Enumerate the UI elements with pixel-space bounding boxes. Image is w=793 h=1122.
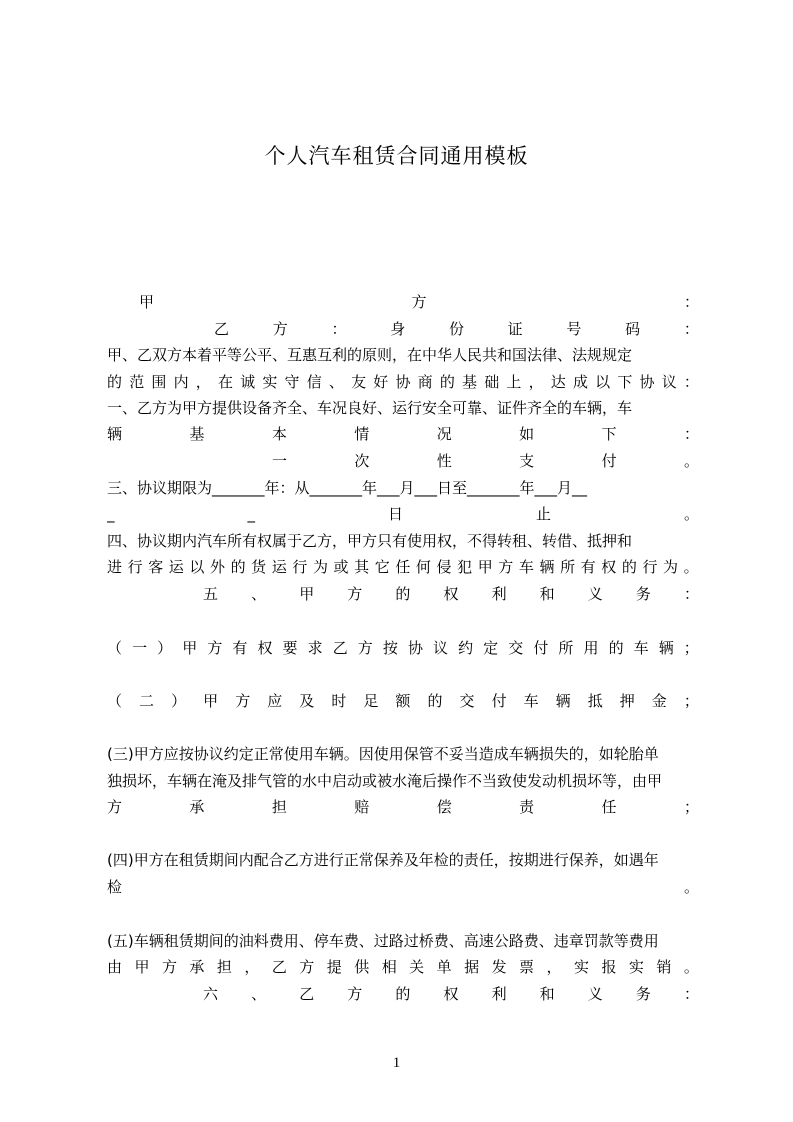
text-segment: 码 <box>625 320 641 338</box>
text-segment: 应 <box>267 692 283 710</box>
text-segment: 议 <box>661 373 677 391</box>
text-line: (四)甲方在租赁期间内配合乙方进行正常保养及年检的责任，按期进行保养，如遇年 <box>107 851 659 869</box>
text-segment: 止 <box>535 505 551 523</box>
text-segment: 的 <box>439 373 455 391</box>
text-segment: 任 <box>395 558 411 576</box>
text-segment: 二 <box>139 692 155 710</box>
text-segment: 权 <box>443 985 459 1003</box>
text-segment: 外 <box>209 558 225 576</box>
text-segment: 其 <box>354 558 370 576</box>
text-segment: 甲 <box>477 558 493 576</box>
text-segment: ） <box>157 639 173 657</box>
text-segment: 时 <box>331 692 347 710</box>
text-segment: 本 <box>271 425 287 443</box>
text-segment: 供 <box>354 958 370 976</box>
text-segment: 责 <box>519 798 535 816</box>
text-segment: 乙 <box>271 958 287 976</box>
text-line <box>107 981 699 1007</box>
text-segment: 付 <box>491 692 507 710</box>
text-segment: 务 <box>635 585 651 603</box>
text-segment: 辆 <box>658 639 674 657</box>
text-segment: ， <box>195 373 211 391</box>
text-segment: 销 <box>656 958 672 976</box>
text-segment: ： <box>683 320 699 338</box>
text-line: 一、乙方为甲方提供设备齐全、车况良好、运行安全可靠、证件齐全的车辆，车 <box>107 399 633 417</box>
text-segment: 围 <box>151 373 167 391</box>
text-segment: 相 <box>381 958 397 976</box>
text-segment: 达 <box>550 373 566 391</box>
text-segment: 在 <box>217 373 233 391</box>
text-segment: 辆 <box>555 692 571 710</box>
text-segment: 甲 <box>134 958 150 976</box>
text-segment: 商 <box>417 373 433 391</box>
text-segment: 基 <box>189 425 205 443</box>
text-segment: 乙 <box>299 985 315 1003</box>
text-segment: 友 <box>351 373 367 391</box>
text-segment: 提 <box>326 958 342 976</box>
text-segment: 定 <box>483 639 499 657</box>
text-segment: 方 <box>107 798 123 816</box>
text-segment: 行 <box>642 558 658 576</box>
text-segment: 诚 <box>240 373 256 391</box>
text-segment: 任 <box>601 798 617 816</box>
text-segment: 份 <box>448 320 464 338</box>
text-segment: 押 <box>619 692 635 710</box>
text-segment: 货 <box>251 558 267 576</box>
text-segment: 足 <box>363 692 379 710</box>
text-segment: 的 <box>395 985 411 1003</box>
text-segment: 由 <box>107 958 123 976</box>
text-segment: ： <box>683 985 699 1003</box>
text-segment: 。 <box>683 505 699 523</box>
text-segment: 金 <box>651 692 667 710</box>
text-line <box>107 954 699 980</box>
text-segment: 甲 <box>139 293 155 311</box>
page-number: 1 <box>392 1055 401 1071</box>
text-line: 甲、乙双方本着平等公平、互惠互利的原则，在中华人民共和国法律、法规规定 <box>107 346 633 364</box>
text-line <box>107 554 699 580</box>
text-segment: 担 <box>216 958 232 976</box>
text-segment: 守 <box>284 373 300 391</box>
text-segment: 方 <box>235 692 251 710</box>
text-segment: 。 <box>683 558 699 576</box>
text-segment: 所 <box>560 558 576 576</box>
text-segment: ） <box>171 692 187 710</box>
text-segment: 何 <box>415 558 431 576</box>
text-segment: 的 <box>427 692 443 710</box>
text-segment: 实 <box>262 373 278 391</box>
text-segment: 。 <box>683 878 699 896</box>
text-segment: 利 <box>491 585 507 603</box>
text-segment: ， <box>546 958 562 976</box>
text-line <box>107 421 699 447</box>
text-segment: 交 <box>508 639 524 657</box>
text-segment: 方 <box>299 958 315 976</box>
text-segment: ： <box>683 425 699 443</box>
text-segment: 和 <box>539 585 555 603</box>
text-segment: 内 <box>173 373 189 391</box>
text-line: 三、协议期限为_______年：从_______年___月___日至_______年___月__ <box>107 479 588 497</box>
text-segment: 好 <box>373 373 389 391</box>
text-segment: 五 <box>203 585 219 603</box>
text-segment: 辆 <box>539 558 555 576</box>
text-segment: 方 <box>357 639 373 657</box>
text-segment: 犯 <box>457 558 473 576</box>
text-segment: 客 <box>148 558 164 576</box>
text-segment: ， <box>244 958 260 976</box>
text-segment: 下 <box>601 425 617 443</box>
text-segment: 。 <box>683 958 699 976</box>
text-segment: 方 <box>347 585 363 603</box>
text-segment: 方 <box>411 293 427 311</box>
text-segment: 它 <box>374 558 390 576</box>
text-segment: 车 <box>523 692 539 710</box>
text-segment: ： <box>683 293 699 311</box>
text-segment: 甲 <box>299 585 315 603</box>
text-segment: _ <box>247 505 255 523</box>
text-segment: 协 <box>639 373 655 391</box>
text-segment: 为 <box>312 558 328 576</box>
text-segment: 六 <box>203 985 219 1003</box>
text-segment: 权 <box>601 558 617 576</box>
text-segment: 协 <box>407 639 423 657</box>
text-segment: 性 <box>436 452 452 470</box>
text-segment: 协 <box>395 373 411 391</box>
text-segment: 。 <box>683 452 699 470</box>
text-segment: 付 <box>533 639 549 657</box>
text-segment: 上 <box>506 373 522 391</box>
text-segment: 实 <box>573 958 589 976</box>
text-segment: 承 <box>189 798 205 816</box>
text-segment: 权 <box>257 639 273 657</box>
text-segment: 用 <box>583 639 599 657</box>
text-segment: 行 <box>127 558 143 576</box>
text-segment: 赔 <box>354 798 370 816</box>
text-segment: 利 <box>491 985 507 1003</box>
text-segment: 或 <box>333 558 349 576</box>
text-segment: 身 <box>390 320 406 338</box>
text-segment: 实 <box>628 958 644 976</box>
text-segment: 、 <box>251 985 267 1003</box>
text-segment: ， <box>528 373 544 391</box>
text-segment: 义 <box>587 985 603 1003</box>
text-segment: 抵 <box>587 692 603 710</box>
text-segment: 方 <box>272 320 288 338</box>
text-line <box>107 448 699 474</box>
text-segment: 以 <box>189 558 205 576</box>
text-segment: 承 <box>189 958 205 976</box>
text-line <box>107 289 699 315</box>
text-segment: 乙 <box>332 639 348 657</box>
text-segment: 侵 <box>436 558 452 576</box>
text-segment: ： <box>683 585 699 603</box>
text-segment: 日 <box>387 505 403 523</box>
text-segment: 义 <box>587 585 603 603</box>
text-segment: 范 <box>129 373 145 391</box>
text-segment: 一 <box>272 452 288 470</box>
text-segment: 础 <box>484 373 500 391</box>
text-segment: 车 <box>633 639 649 657</box>
text-segment: 基 <box>462 373 478 391</box>
text-segment: ： <box>331 320 347 338</box>
text-segment: 为 <box>663 558 679 576</box>
text-segment: 甲 <box>203 692 219 710</box>
text-segment: 检 <box>107 878 123 896</box>
text-segment: 和 <box>539 985 555 1003</box>
text-segment: 情 <box>354 425 370 443</box>
text-segment: 求 <box>307 639 323 657</box>
text-segment: 约 <box>458 639 474 657</box>
text-segment: 据 <box>464 958 480 976</box>
text-segment: ： <box>683 373 699 391</box>
text-segment: 按 <box>382 639 398 657</box>
text-segment: 付 <box>601 452 617 470</box>
text-segment: 有 <box>580 558 596 576</box>
text-segment: 单 <box>436 958 452 976</box>
text-segment: ； <box>683 692 699 710</box>
text-segment: 务 <box>635 985 651 1003</box>
text-segment: 有 <box>232 639 248 657</box>
text-segment: 以 <box>595 373 611 391</box>
text-segment: 交 <box>459 692 475 710</box>
text-segment: 信 <box>306 373 322 391</box>
text-segment: 担 <box>271 798 287 816</box>
text-segment: 所 <box>558 639 574 657</box>
text-line: 四、协议期内汽车所有权属于乙方，甲方只有使用权，不得转租、转借、抵押和 <box>107 532 633 550</box>
text-segment: （ <box>107 639 123 657</box>
text-segment: 下 <box>617 373 633 391</box>
text-segment: 一 <box>132 639 148 657</box>
text-segment: 偿 <box>436 798 452 816</box>
text-segment: ； <box>683 639 699 657</box>
text-segment: _ <box>107 505 115 523</box>
text-segment: 的 <box>621 558 637 576</box>
text-line <box>107 794 699 820</box>
text-line: (三)甲方应按协议约定正常使用车辆。因使用保管不妥当造成车辆损失的，如轮胎单 <box>107 745 659 763</box>
text-line: (五)车辆租赁期间的油料费用、停车费、过路过桥费、高速公路费、违章罚款等费用 <box>107 932 659 950</box>
text-line <box>107 635 699 661</box>
text-segment: 运 <box>168 558 184 576</box>
text-line <box>107 369 699 395</box>
text-segment: 成 <box>572 373 588 391</box>
text-segment: ； <box>683 798 699 816</box>
text-line <box>107 874 699 900</box>
text-segment: 车 <box>518 558 534 576</box>
text-segment: 的 <box>608 639 624 657</box>
text-segment: 证 <box>507 320 523 338</box>
text-segment: 及 <box>299 692 315 710</box>
text-line: 独损坏，车辆在淹及排气管的水中启动或被水淹后操作不当致使发动机损坏等，由甲 <box>107 772 663 790</box>
text-segment: 行 <box>292 558 308 576</box>
text-segment: （ <box>107 692 123 710</box>
text-segment: 方 <box>161 958 177 976</box>
text-segment: 发 <box>491 958 507 976</box>
text-line <box>107 581 699 607</box>
text-segment: 要 <box>282 639 298 657</box>
text-segment: 票 <box>519 958 535 976</box>
text-segment: 方 <box>207 639 223 657</box>
text-segment: 运 <box>271 558 287 576</box>
text-line <box>107 501 699 527</box>
text-segment: 方 <box>347 985 363 1003</box>
text-segment: 议 <box>433 639 449 657</box>
text-line <box>107 316 699 342</box>
text-segment: 额 <box>395 692 411 710</box>
text-segment: 乙 <box>214 320 230 338</box>
text-segment: 方 <box>498 558 514 576</box>
text-segment: 支 <box>519 452 535 470</box>
text-segment: 关 <box>409 958 425 976</box>
text-segment: 进 <box>107 558 123 576</box>
text-segment: 的 <box>230 558 246 576</box>
text-line <box>107 688 699 714</box>
text-segment: 辆 <box>107 425 123 443</box>
document-title: 个人汽车租赁合同通用模板 <box>264 144 529 168</box>
text-segment: 的 <box>395 585 411 603</box>
text-segment: 甲 <box>182 639 198 657</box>
text-segment: 如 <box>519 425 535 443</box>
text-segment: 、 <box>251 585 267 603</box>
text-segment: 报 <box>601 958 617 976</box>
text-segment: 权 <box>443 585 459 603</box>
text-segment: 次 <box>354 452 370 470</box>
text-segment: 的 <box>107 373 123 391</box>
text-segment: 号 <box>566 320 582 338</box>
text-segment: 况 <box>436 425 452 443</box>
text-segment: 、 <box>328 373 344 391</box>
